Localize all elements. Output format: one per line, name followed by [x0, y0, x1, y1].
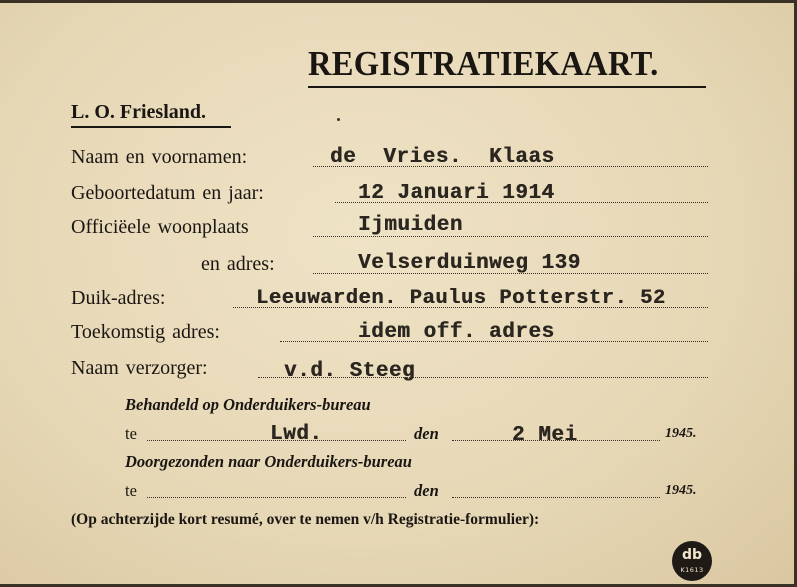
organization-underline	[71, 126, 231, 128]
forwarded-te-label: te	[125, 481, 137, 500]
forwarded-te-dotted-line	[147, 497, 406, 498]
treated-den-value: 2 Mei	[512, 424, 578, 447]
footer-note: (Op achterzijde kort resumé, over te nemen v/h Registratie-formulier):	[71, 511, 540, 528]
treated-den-label: den	[414, 424, 439, 443]
ink-speck	[337, 118, 340, 121]
birth-label: Geboortedatum en jaar:	[71, 182, 264, 204]
organization-label: L. O. Friesland.	[71, 101, 207, 123]
residence-value: Ijmuiden	[358, 214, 463, 237]
treated-te-value: Lwd.	[270, 423, 323, 446]
treated-heading: Behandeld op Onderduikers-bureau	[125, 395, 371, 414]
title-underline	[308, 86, 706, 88]
name-label: Naam en voornamen:	[71, 146, 248, 168]
card-title: REGISTRATIEKAART.	[308, 44, 659, 83]
forwarded-den-dotted-line	[452, 497, 660, 498]
treated-year: 1945.	[665, 426, 697, 441]
caretaker-value: v.d. Steeg	[284, 360, 416, 383]
future-address-label: Toekomstig adres:	[71, 321, 220, 343]
residence-label: Officiëele woonplaats	[71, 216, 249, 238]
forwarded-year: 1945.	[665, 483, 697, 498]
forwarded-heading: Doorgezonden naar Onderduikers-bureau	[125, 452, 412, 471]
caretaker-label: Naam verzorger:	[71, 357, 208, 379]
name-value: de Vries. Klaas	[330, 146, 555, 169]
card-edge-top	[0, 0, 797, 3]
hiding-address-value: Leeuwarden. Paulus Potterstr. 52	[256, 287, 666, 310]
future-address-value: idem off. adres	[358, 321, 555, 344]
address-label: en adres:	[201, 253, 275, 275]
stamp-letters: db	[681, 547, 703, 563]
treated-te-label: te	[125, 424, 137, 443]
archive-stamp	[672, 541, 712, 581]
address-value: Velserduinweg 139	[358, 252, 581, 275]
hiding-address-label: Duik-adres:	[71, 287, 166, 309]
forwarded-den-label: den	[414, 481, 439, 500]
birth-value: 12 Januari 1914	[358, 182, 555, 205]
stamp-code: K1613	[680, 566, 704, 574]
